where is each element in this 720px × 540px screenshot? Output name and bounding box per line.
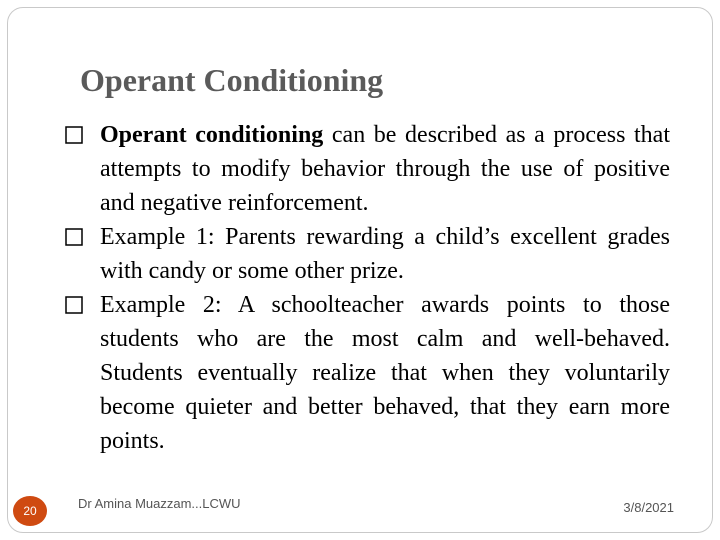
- square-bullet-icon: [64, 295, 84, 315]
- slide-body: [64, 118, 670, 458]
- bullet-text: can be described as a process that attempts to modify behavior through the use of positive and negative reinforcement.: [100, 122, 670, 216]
- footer-author: Dr Amina Muazzam...LCWU: [78, 496, 241, 511]
- square-bullet-icon: [64, 227, 84, 247]
- bullet-text: Example 1: Parents rewarding a child’s excellent grades with candy or some other prize.: [100, 224, 670, 284]
- bullet-item: [64, 118, 670, 220]
- bullet-text: Example 2: A schoolteacher awards points to those students who are the most calm and well-behaved. Students eventually realize that when they voluntarily become quieter and better behaved, that they earn more points.: [100, 292, 670, 454]
- bullet-item: [64, 288, 670, 458]
- slide-number-badge: 20: [13, 496, 47, 526]
- slide-title: Operant Conditioning: [80, 62, 384, 98]
- footer-date: 3/8/2021: [623, 500, 674, 515]
- bullet-term: Operant conditioning: [100, 122, 324, 148]
- bullet-item: [64, 220, 670, 288]
- square-bullet-icon: [64, 125, 84, 145]
